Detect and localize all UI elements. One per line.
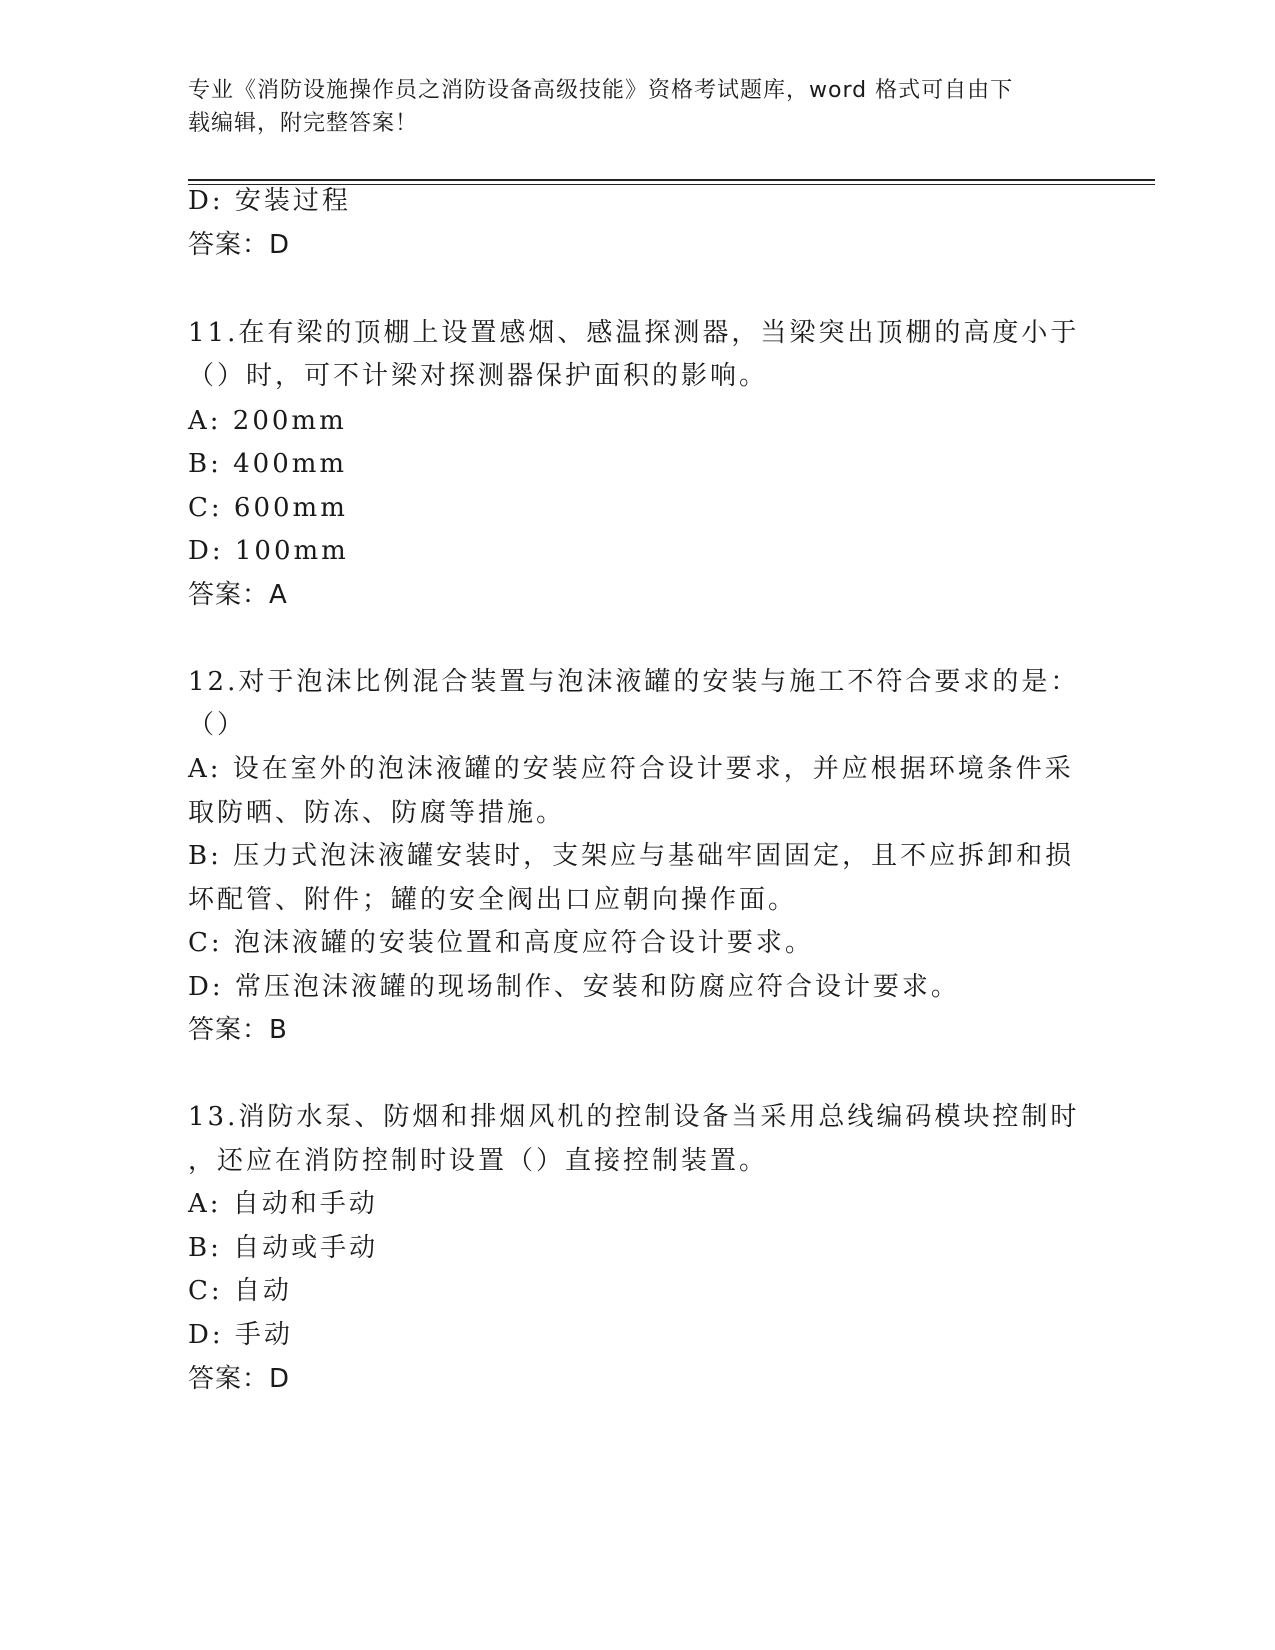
answer: 答案：D <box>188 1364 291 1394</box>
header-line-2: 载编辑，附完整答案！ <box>188 111 419 136</box>
option-d: D: 安装过程 <box>188 186 351 216</box>
option-c: C: 自动 <box>188 1276 292 1306</box>
option-b: B: 400mm <box>188 449 348 479</box>
answer: 答案：B <box>188 1015 288 1045</box>
option-a: A: 自动和手动 <box>188 1189 378 1219</box>
option-b-line-1: B: 压力式泡沫液罐安装时，支架应与基础牢固固定，且不应拆卸和损 <box>188 841 1075 871</box>
answer: 答案：A <box>188 580 288 610</box>
question-stem-line-2: （） <box>188 710 247 740</box>
answer: 答案：D <box>188 230 291 260</box>
question-stem-line-2: （）时，可不计梁对探测器保护面积的影响。 <box>188 361 769 391</box>
option-a-line-2: 取防晒、防冻、防腐等措施。 <box>188 798 566 828</box>
header-text <box>188 74 1048 140</box>
option-d: D: 100mm <box>188 536 349 566</box>
header-line-1: 专业《消防设施操作员之消防设备高级技能》资格考试题库，word 格式可自由下 <box>188 78 1014 103</box>
option-c: C: 泡沫液罐的安装位置和高度应符合设计要求。 <box>188 928 814 958</box>
option-b: B: 自动或手动 <box>188 1233 379 1263</box>
question-stem-line-1: 11.在有梁的顶棚上设置感烟、感温探测器，当梁突出顶棚的高度小于 <box>188 318 1080 348</box>
question-stem-line-1: 13.消防水泵、防烟和排烟风机的控制设备当采用总线编码模块控制时 <box>188 1102 1080 1132</box>
option-d: D: 常压泡沫液罐的现场制作、安装和防腐应符合设计要求。 <box>188 972 960 1002</box>
question-stem-line-1: 12.对于泡沫比例混合装置与泡沫液罐的安装与施工不符合要求的是： <box>188 667 1080 697</box>
option-c: C: 600mm <box>188 493 348 523</box>
option-b-line-2: 坏配管、附件；罐的安全阀出口应朝向操作面。 <box>188 885 798 915</box>
question-stem-line-2: ，还应在消防控制时设置（）直接控制装置。 <box>188 1146 769 1176</box>
option-a-line-1: A: 设在室外的泡沫液罐的安装应符合设计要求，并应根据环境条件采 <box>188 754 1074 784</box>
option-a: A: 200mm <box>188 406 347 436</box>
option-d: D: 手动 <box>188 1320 293 1350</box>
